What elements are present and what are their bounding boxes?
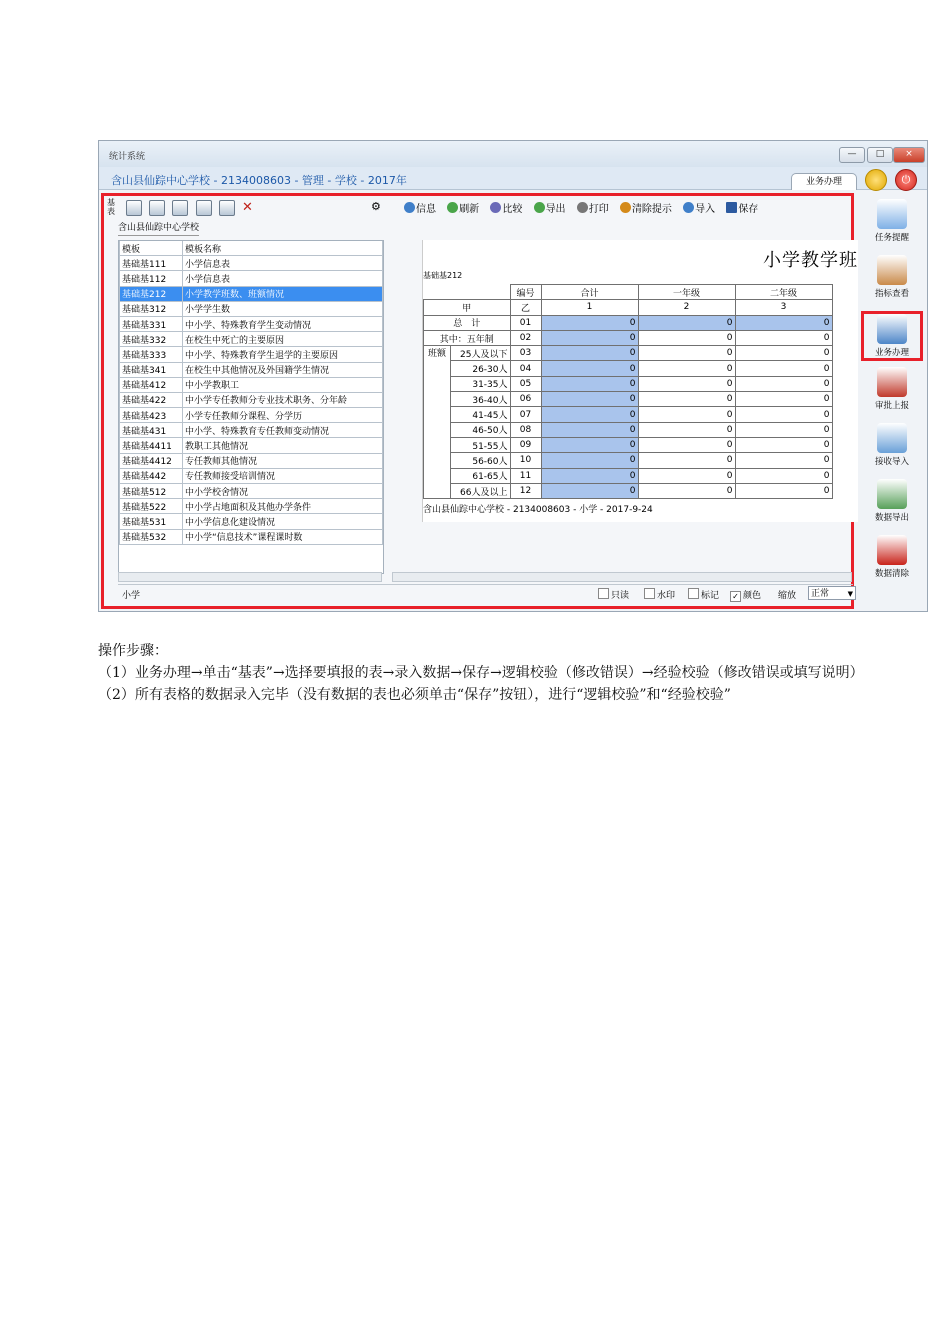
list-item[interactable] xyxy=(120,529,383,544)
left-toolbar xyxy=(126,200,386,220)
business-icon xyxy=(877,314,907,344)
template-code: 基础基431 xyxy=(120,423,183,438)
template-code: 基础基212 xyxy=(120,286,183,301)
export-icon xyxy=(534,202,545,213)
list-item[interactable] xyxy=(120,438,383,453)
template-name: 教职工其他情况 xyxy=(183,438,383,453)
list-item[interactable] xyxy=(120,332,383,347)
sidebar-item-label: 接收导入 xyxy=(874,457,909,467)
cell-total[interactable]: 0 xyxy=(541,407,638,422)
template-code: 基础基333 xyxy=(120,347,183,362)
cell-grade1[interactable]: 0 xyxy=(638,468,735,483)
index-total: 1 xyxy=(541,300,638,315)
row-number: 06 xyxy=(510,392,541,407)
list-item[interactable] xyxy=(120,468,383,483)
sheet-code: 基础基212 xyxy=(423,271,463,280)
save-icon xyxy=(726,202,737,213)
list-item[interactable] xyxy=(120,484,383,499)
instructions-step2: （2）所有表格的数据录入完毕（没有数据的表也必须单击“保存”按钮），进行“逻辑校验”和“经验校验” xyxy=(98,687,731,703)
sidebar-item-approve-report[interactable] xyxy=(861,367,923,411)
compare-button[interactable]: 比较 xyxy=(490,200,522,215)
template-name: 中小学“信息技术”课程课时数 xyxy=(183,529,383,544)
table-row xyxy=(424,315,833,330)
row-number: 02 xyxy=(510,330,541,345)
cell-grade1[interactable]: 0 xyxy=(638,392,735,407)
import-button[interactable]: 导入 xyxy=(683,200,715,215)
table-row xyxy=(424,361,833,376)
cell-grade1[interactable]: 0 xyxy=(638,407,735,422)
app-screenshot xyxy=(98,140,928,612)
delete-icon[interactable]: ✕ xyxy=(241,200,253,215)
cell-grade2[interactable]: 0 xyxy=(735,376,832,391)
sheet-hscrollbar[interactable] xyxy=(392,572,852,582)
row-label: 66人及以上 xyxy=(451,483,511,498)
list-item[interactable] xyxy=(120,392,383,407)
import-icon xyxy=(683,202,694,213)
table-row xyxy=(424,468,833,483)
print-button[interactable]: 打印 xyxy=(577,200,609,215)
template-code: 基础基423 xyxy=(120,408,183,423)
refresh-icon xyxy=(447,202,458,213)
audio-icon[interactable] xyxy=(219,200,235,216)
sidebar-item-label: 业务办理 xyxy=(874,348,909,358)
cell-grade2[interactable]: 0 xyxy=(735,315,832,330)
watermark-checkbox[interactable]: 水印 xyxy=(644,588,675,601)
cell-grade2[interactable]: 0 xyxy=(735,453,832,468)
sidebar xyxy=(857,193,927,612)
sheet-footer: 含山县仙踪中心学校 - 2134008603 - 小学 - 2017-9-24 xyxy=(423,505,653,515)
group-label: 班额 xyxy=(424,346,451,499)
compare-icon xyxy=(490,202,501,213)
template-code: 基础基4411 xyxy=(120,438,183,453)
row-number: 08 xyxy=(510,422,541,437)
edit-icon[interactable] xyxy=(149,200,165,216)
cell-total[interactable]: 0 xyxy=(541,437,638,452)
cell-grade2[interactable]: 0 xyxy=(735,468,832,483)
cell-total[interactable]: 0 xyxy=(541,392,638,407)
maximize-button[interactable]: □ xyxy=(867,147,893,163)
template-code: 基础基412 xyxy=(120,377,183,392)
grid-corner xyxy=(424,285,511,300)
row-label: 总 计 xyxy=(424,315,511,330)
color-box: ✓ xyxy=(730,591,741,602)
row-number: 04 xyxy=(510,361,541,376)
chevron-down-icon: ▼ xyxy=(847,590,853,598)
export-button[interactable]: 导出 xyxy=(534,200,566,215)
template-name: 中小学校舍情况 xyxy=(183,484,383,499)
check-icon[interactable] xyxy=(172,200,188,216)
zoom-label: 缩放 xyxy=(778,591,797,601)
app-title: 统计系统 xyxy=(109,152,146,162)
data-clear-icon xyxy=(877,535,907,565)
list-item[interactable] xyxy=(120,453,383,468)
cell-total[interactable]: 0 xyxy=(541,483,638,498)
list-item[interactable] xyxy=(120,408,383,423)
cell-grade1[interactable]: 0 xyxy=(638,422,735,437)
template-code: 基础基112 xyxy=(120,271,183,286)
template-code: 基础基111 xyxy=(120,256,183,271)
instructions-heading: 操作步骤： xyxy=(98,643,168,659)
template-name: 中小学、特殊教育学生变动情况 xyxy=(183,316,383,331)
filter-input[interactable]: 小学 xyxy=(122,591,141,601)
cell-grade2[interactable]: 0 xyxy=(735,330,832,345)
indicator-view-icon xyxy=(877,255,907,285)
data-export-icon xyxy=(877,479,907,509)
template-code: 基础基332 xyxy=(120,332,183,347)
instructions-step1: （1）业务办理→单击“基表”→选择要填报的表→录入数据→保存→逻辑校验（修改错误）→经验校验（修改错误或填写说明） xyxy=(98,665,864,681)
sidebar-item-label: 审批上报 xyxy=(874,401,909,411)
main-panel xyxy=(101,193,858,609)
readonly-checkbox[interactable]: 只读 xyxy=(598,588,629,601)
table-row xyxy=(424,407,833,422)
receive-import-icon xyxy=(877,423,907,453)
template-name: 在校生中其他情况及外国籍学生情况 xyxy=(183,362,383,377)
template-name: 专任教师其他情况 xyxy=(183,453,383,468)
header-template: 模板 xyxy=(120,241,183,256)
table-row xyxy=(424,376,833,391)
refresh-button[interactable]: 刷新 xyxy=(447,200,479,215)
row-label: 26-30人 xyxy=(451,361,511,376)
clear-icon xyxy=(620,202,631,213)
help-button[interactable] xyxy=(865,169,887,191)
template-name: 专任教师接受培训情况 xyxy=(183,468,383,483)
table-row xyxy=(424,330,833,345)
template-name: 中小学信息化建设情况 xyxy=(183,514,383,529)
template-code: 基础基532 xyxy=(120,529,183,544)
list-item[interactable] xyxy=(120,377,383,392)
template-name: 中小学、特殊教育专任教师变动情况 xyxy=(183,423,383,438)
template-code: 基础基331 xyxy=(120,316,183,331)
table-row xyxy=(424,346,833,361)
template-list-header xyxy=(120,241,383,256)
index-yi: 乙 xyxy=(510,300,541,315)
cell-total[interactable]: 0 xyxy=(541,376,638,391)
row-number: 01 xyxy=(510,315,541,330)
grid-index-row xyxy=(424,300,833,315)
mark-box xyxy=(688,588,699,599)
template-code: 基础基4412 xyxy=(120,453,183,468)
template-code: 基础基531 xyxy=(120,514,183,529)
cell-grade1[interactable]: 0 xyxy=(638,361,735,376)
cell-grade1[interactable]: 0 xyxy=(638,483,735,498)
template-name: 中小学、特殊教育学生退学的主要原因 xyxy=(183,347,383,362)
school-node[interactable]: 含山县仙踪中心学校 xyxy=(118,220,199,236)
power-button[interactable] xyxy=(895,169,917,191)
cell-total[interactable]: 0 xyxy=(541,315,638,330)
row-number: 11 xyxy=(510,468,541,483)
list-item[interactable] xyxy=(120,423,383,438)
sidebar-item-data-export[interactable] xyxy=(861,479,923,523)
new-icon[interactable] xyxy=(126,200,142,216)
cell-grade2[interactable]: 0 xyxy=(735,422,832,437)
task-reminder-icon xyxy=(877,199,907,229)
table-row xyxy=(424,422,833,437)
table-row xyxy=(424,437,833,452)
index-grade2: 3 xyxy=(735,300,832,315)
cell-grade2[interactable]: 0 xyxy=(735,483,832,498)
base-table-label[interactable]: 基表 xyxy=(107,198,115,216)
index-grade1: 2 xyxy=(638,300,735,315)
sidebar-item-receive-import[interactable] xyxy=(861,423,923,467)
row-label: 41-45人 xyxy=(451,407,511,422)
template-code: 基础基422 xyxy=(120,392,183,407)
sidebar-item-label: 数据清除 xyxy=(874,569,909,579)
sidebar-item-label: 指标查看 xyxy=(874,289,909,299)
row-label: 25人及以下 xyxy=(451,346,511,361)
template-code: 基础基341 xyxy=(120,362,183,377)
list-item[interactable] xyxy=(120,271,383,286)
list-item[interactable] xyxy=(120,347,383,362)
template-name: 小学专任教师分课程、分学历 xyxy=(183,408,383,423)
watermark-box xyxy=(644,588,655,599)
cell-grade1[interactable]: 0 xyxy=(638,453,735,468)
list-item[interactable] xyxy=(120,316,383,331)
header-grade2: 二年级 xyxy=(735,285,832,300)
clear-hint-button[interactable]: 清除提示 xyxy=(620,200,672,215)
table-row xyxy=(424,392,833,407)
print-icon xyxy=(577,202,588,213)
cell-total[interactable]: 0 xyxy=(541,468,638,483)
list-item[interactable] xyxy=(120,499,383,514)
list-item[interactable] xyxy=(120,362,383,377)
template-name: 小学学生数 xyxy=(183,301,383,316)
template-list[interactable] xyxy=(118,240,384,574)
instructions xyxy=(98,640,864,706)
cell-total[interactable]: 0 xyxy=(541,422,638,437)
sidebar-item-business[interactable] xyxy=(861,311,923,361)
template-name: 小学信息表 xyxy=(183,271,383,286)
cell-total[interactable]: 0 xyxy=(541,453,638,468)
cell-grade2[interactable]: 0 xyxy=(735,437,832,452)
color-checkbox[interactable]: ✓ 颜色 xyxy=(730,588,761,602)
sheet-title: 小学教学班 xyxy=(763,250,858,271)
list-item[interactable] xyxy=(120,514,383,529)
sidebar-item-label: 数据导出 xyxy=(874,513,909,523)
cell-grade1[interactable]: 0 xyxy=(638,330,735,345)
grid-header-row xyxy=(424,285,833,300)
close-button[interactable]: × xyxy=(893,147,925,163)
sidebar-item-indicator-view[interactable] xyxy=(861,255,923,299)
template-name: 小学教学班数、班额情况 xyxy=(183,286,383,301)
template-name: 在校生中死亡的主要原因 xyxy=(183,332,383,347)
header-total: 合计 xyxy=(541,285,638,300)
readonly-box xyxy=(598,588,609,599)
info-button[interactable]: 信息 xyxy=(404,200,436,215)
row-label: 61-65人 xyxy=(451,468,511,483)
template-name: 小学信息表 xyxy=(183,256,383,271)
header-num: 编号 xyxy=(510,285,541,300)
table-row xyxy=(424,453,833,468)
row-label: 56-60人 xyxy=(451,453,511,468)
breadcrumb: 含山县仙踪中心学校 - 2134008603 - 管理 - 学校 - 2017年 xyxy=(111,174,407,187)
row-label: 31-35人 xyxy=(451,376,511,391)
window-titlebar xyxy=(99,141,927,167)
row-number: 07 xyxy=(510,407,541,422)
cell-grade1[interactable]: 0 xyxy=(638,315,735,330)
row-label: 其中：五年制 xyxy=(424,330,511,345)
row-label: 36-40人 xyxy=(451,392,511,407)
row-number: 05 xyxy=(510,376,541,391)
list-item[interactable] xyxy=(120,301,383,316)
header-grade1: 一年级 xyxy=(638,285,735,300)
cell-grade1[interactable]: 0 xyxy=(638,346,735,361)
cell-total[interactable]: 0 xyxy=(541,330,638,345)
approve-report-icon xyxy=(877,367,907,397)
row-number: 09 xyxy=(510,437,541,452)
cell-grade1[interactable]: 0 xyxy=(638,437,735,452)
mark-checkbox[interactable]: 标记 xyxy=(688,588,719,601)
sidebar-item-data-clear[interactable] xyxy=(861,535,923,579)
data-grid xyxy=(423,284,833,499)
template-code: 基础基312 xyxy=(120,301,183,316)
list-item[interactable] xyxy=(120,256,383,271)
cell-grade2[interactable]: 0 xyxy=(735,407,832,422)
minimize-button[interactable]: — xyxy=(839,147,865,163)
template-name: 中小学专任教师分专业技术职务、分年龄 xyxy=(183,392,383,407)
cell-total[interactable]: 0 xyxy=(541,361,638,376)
cell-grade1[interactable]: 0 xyxy=(638,376,735,391)
sidebar-item-task-reminder[interactable] xyxy=(861,199,923,243)
info-icon xyxy=(404,202,415,213)
list-item[interactable] xyxy=(120,286,383,301)
search-icon[interactable] xyxy=(196,200,212,216)
sheet-toolbar xyxy=(404,200,766,218)
table-row xyxy=(424,483,833,498)
power-icon: ⏻ xyxy=(901,173,911,186)
index-jia: 甲 xyxy=(424,300,511,315)
row-number: 12 xyxy=(510,483,541,498)
status-bar xyxy=(118,584,853,603)
cell-grade2[interactable]: 0 xyxy=(735,361,832,376)
template-name: 中小学占地面积及其他办学条件 xyxy=(183,499,383,514)
zoom-select[interactable]: 正常 ▼ xyxy=(808,586,856,600)
template-name: 中小学教职工 xyxy=(183,377,383,392)
cell-grade2[interactable]: 0 xyxy=(735,392,832,407)
data-sheet xyxy=(422,240,858,522)
settings-icon[interactable]: ⚙ xyxy=(371,200,381,213)
template-code: 基础基442 xyxy=(120,468,183,483)
tab-business[interactable]: 业务办理 xyxy=(791,173,857,190)
template-code: 基础基522 xyxy=(120,499,183,514)
cell-total[interactable]: 0 xyxy=(541,346,638,361)
tree-hscrollbar[interactable] xyxy=(118,572,382,582)
cell-grade2[interactable]: 0 xyxy=(735,346,832,361)
row-label: 51-55人 xyxy=(451,437,511,452)
row-label: 46-50人 xyxy=(451,422,511,437)
template-code: 基础基512 xyxy=(120,484,183,499)
row-number: 03 xyxy=(510,346,541,361)
row-number: 10 xyxy=(510,453,541,468)
save-button[interactable]: 保存 xyxy=(726,200,758,215)
header-template-name: 模板名称 xyxy=(183,241,383,256)
sidebar-item-label: 任务提醒 xyxy=(874,233,909,243)
